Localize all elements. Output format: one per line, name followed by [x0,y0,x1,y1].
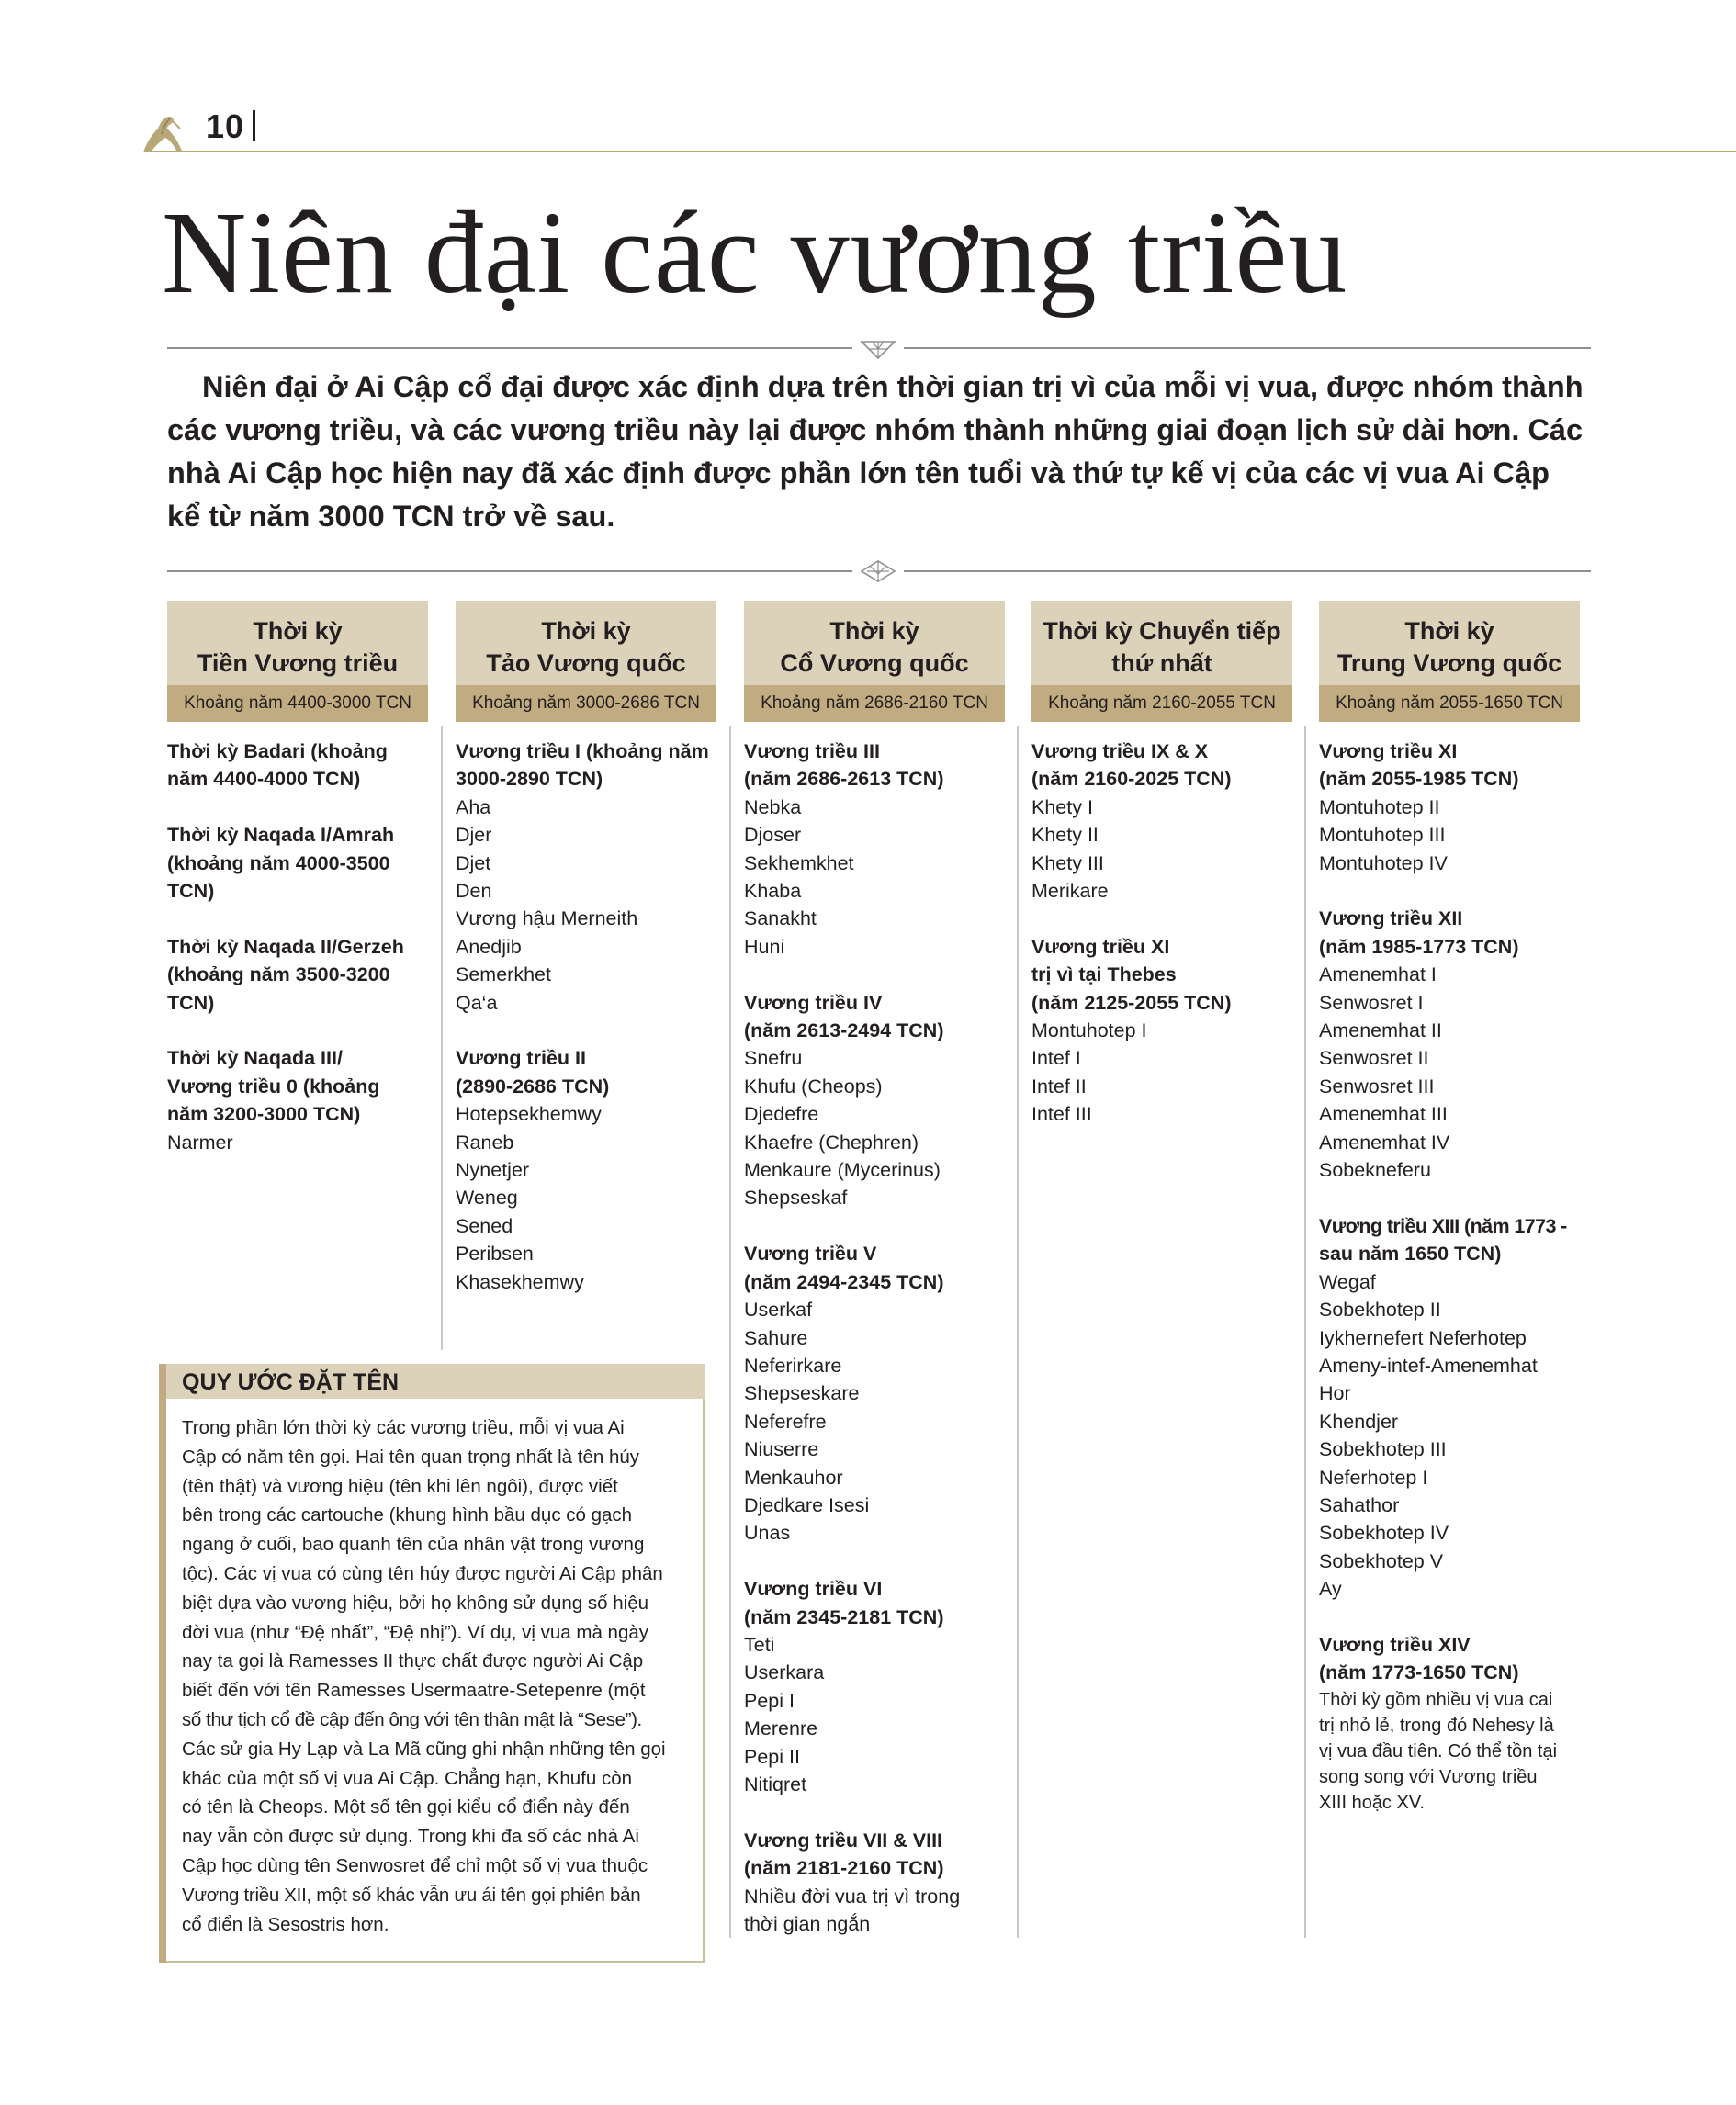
ruler-name: Montuhotep III [1319,824,1446,847]
group-heading: Vương triều XIII (năm 1773 - [1319,1214,1567,1237]
divider-right [904,347,1591,349]
ruler-name: Peribsen [456,1243,534,1266]
ruler-name: Narmer [167,1131,233,1154]
group-heading: sau năm 1650 TCN) [1319,1243,1502,1266]
ruler-name: Unas [744,1522,791,1545]
ruler-name: Sobekhotep III [1319,1438,1447,1461]
group-heading: (năm 1773-1650 TCN) [1319,1661,1519,1684]
ruler-name: Senwosret I [1319,991,1424,1014]
group-heading: (năm 2613-2494 TCN) [744,1019,944,1042]
ruler-name: Den [456,880,492,903]
period-header [456,601,716,685]
period-list [1031,737,1307,1156]
group-heading: năm 4400-4000 TCN) [167,768,361,791]
ruler-name: Hor [1319,1382,1351,1405]
ruler-name: Djoser [744,824,802,847]
naming-box-line: Cập có năm tên gọi. Hai tên quan trọng nhất là tên húy [182,1446,640,1468]
ruler-name: Sobekhotep IV [1319,1522,1449,1545]
divider-left [167,570,852,572]
column-divider [441,726,443,1350]
ruler-name: Merikare [1031,880,1109,903]
ruler-name: Merenre [744,1717,818,1740]
period-title-line2: thứ nhất [1111,649,1212,677]
dynasty-group [167,1044,434,1156]
ruler-name: Senwosret II [1319,1047,1429,1070]
ruler-name: Khasekhemwy [456,1270,584,1293]
column-divider [1304,726,1306,1938]
group-heading: Vương triều XIV [1319,1633,1471,1656]
period-title-line1: Thời kỳ [1404,617,1494,645]
ruler-name: Userkara [744,1661,825,1684]
period-title-line2: Tảo Vương quốc [486,649,686,677]
dynasty-group [1319,1212,1595,1604]
ruler-name: Amenemhat IV [1319,1131,1450,1154]
group-heading: (năm 2160-2025 TCN) [1031,768,1232,791]
naming-box-line: ngang ở cuối, bao quanh tên của nhân vật trong vương [182,1534,645,1556]
period-header [1031,601,1292,685]
ruler-name: Niuserre [744,1438,819,1461]
group-heading: (năm 2686-2613 TCN) [744,768,944,791]
dynasty-group [167,821,434,905]
ruler-name: Menkaure (Mycerinus) [744,1159,941,1182]
ruler-name: Nebka [744,795,802,818]
naming-box-line: cổ điển là Sesostris hơn. [182,1913,389,1935]
period-date: Khoảng năm 3000-2686 TCN [456,685,716,722]
ruler-name: Neferefre [744,1410,827,1433]
group-heading: Thời kỳ Naqada II/Gerzeh [167,935,404,958]
naming-box-line: nay ta gọi là Ramesses II thực chất được người Ai Cập [182,1650,644,1672]
ruler-name: Khety I [1031,795,1093,818]
ruler-name: Montuhotep I [1031,1019,1147,1042]
naming-box-accent-bar [159,1364,166,1963]
ruler-name: Djedefre [744,1103,819,1126]
group-heading: TCN) [167,991,215,1014]
naming-box-line: đời vua (như “Đệ nhất”, “Đệ nhị”). Ví dụ, vị vua mà ngày [182,1621,648,1643]
ruler-name: thời gian ngắn [744,1913,871,1935]
dynasty-group [744,1827,1020,1939]
ruler-name: Ameny-intef-Amenemhat [1319,1354,1538,1377]
ruler-name: Menkauhor [744,1466,843,1489]
ruler-name: Sahure [744,1326,808,1349]
dynasty-group [1319,905,1595,1184]
page-number: 10 [206,107,245,145]
period-title-line1: Thời kỳ [253,617,343,645]
ruler-name: Khety II [1031,824,1099,847]
group-note: XIII hoặc XV. [1319,1792,1425,1813]
group-note: song song với Vương triều [1319,1766,1538,1787]
group-heading: Vương triều IV [744,991,883,1014]
ruler-name: Khendjer [1319,1410,1399,1433]
ruler-name: Sekhemkhet [744,851,854,874]
group-heading: Vương triều XI [1319,740,1458,762]
ruler-name: Wegaf [1319,1270,1376,1293]
period-title-line1: Thời kỳ [829,617,919,645]
group-heading: Vương triều XII [1319,907,1463,930]
group-heading: Vương triều I (khoảng năm [456,740,709,762]
group-heading: Vương triều IX & X [1031,740,1209,762]
group-heading: trị vì tại Thebes [1031,963,1177,986]
ruler-name: Sobekneferu [1319,1159,1431,1182]
ruler-name: Huni [744,935,785,958]
period-title-line2: Tiền Vương triều [197,649,399,677]
ruler-name: Intef II [1031,1075,1087,1098]
ruler-name: Amenemhat I [1319,963,1437,986]
group-heading: năm 3200-3000 TCN) [167,1103,361,1126]
period-header [744,601,1005,685]
naming-box-line: Các sử gia Hy Lạp và La Mã cũng ghi nhận những tên gọi [182,1738,666,1760]
ruler-name: Nitiqret [744,1773,807,1795]
ruler-name: Anedjib [456,935,522,958]
ruler-name: Djer [456,824,492,847]
dynasty-group [744,1575,1020,1798]
group-heading: Vương triều V [744,1243,877,1266]
group-heading: Thời kỳ Naqada I/Amrah [167,824,395,847]
ruler-name: Snefru [744,1047,803,1070]
ruler-name: Weneg [456,1187,518,1210]
naming-box-line: Trong phần lớn thời kỳ các vương triều, mỗi vị vua Ai [182,1417,625,1438]
ruler-name: Shepseskaf [744,1187,848,1210]
period-date: Khoảng năm 2686-2160 TCN [744,685,1005,722]
dynasty-group [744,989,1020,1212]
ruler-name: Pepi II [744,1745,800,1768]
column-divider [1017,726,1019,1938]
intro-text: Niên đại ở Ai Cập cổ đại được xác định dựa trên thời gian trị vì của mỗi vị vua, được nhóm thành các vương triều, và các vương triều này lại được nhóm thành những giai đoạn lịch sử dài hơn. Các nhà Ai Cập học hiện nay đã xác định được phần lớn tên tuổi và thứ tự kế vị của các vị vua Ai Cập kể từ năm 3000 TCN trở về sau. [167,370,1584,533]
naming-box-line: khác của một số vị vua Ai Cập. Chẳng hạn, Khufu còn [182,1767,633,1789]
ruler-name: Sened [456,1214,513,1237]
period-title-line1: Thời kỳ [541,617,631,645]
ruler-name: Aha [456,795,491,818]
group-heading: Vương triều VII & VIII [744,1829,943,1852]
ruler-name: Khety III [1031,851,1104,874]
lotus-ornament-icon [860,559,896,583]
period-list [1319,737,1595,1843]
ruler-name: Nynetjer [456,1159,530,1182]
group-heading: (năm 2125-2055 TCN) [1031,991,1232,1014]
dynasty-group [167,737,434,794]
ruler-name: Khaefre (Chephren) [744,1131,919,1154]
ruler-name: Semerkhet [456,963,551,986]
ruler-name: Montuhotep IV [1319,851,1448,874]
naming-box-line: có tên là Cheops. Một số tên gọi kiểu cổ điển này đến [182,1796,630,1818]
naming-box-line: bên trong các cartouche (khung hình bầu dục có gạch [182,1504,633,1526]
ruler-name: Teti [744,1633,775,1656]
dynasty-group [744,737,1020,961]
group-heading: 3000-2890 TCN) [456,768,603,791]
naming-box-line: nay vẫn còn được sử dụng. Trong khi đa số các nhà Ai [182,1826,639,1848]
group-heading: (năm 2494-2345 TCN) [744,1270,944,1293]
ruler-name: Amenemhat III [1319,1103,1448,1126]
period-list [167,737,434,1184]
period-title-line1: Thời kỳ Chuyển tiếp [1043,617,1281,645]
naming-box-line: số thư tịch cổ đề cập đến ông với tên thân mật là “Sese”). [182,1708,642,1730]
column-divider [729,726,731,1938]
ruler-name: Neferirkare [744,1354,842,1377]
naming-box-title: QUY ƯỚC ĐẶT TÊN [182,1369,400,1395]
dynasty-group [456,1044,731,1296]
ruler-name: Khufu (Cheops) [744,1075,883,1098]
group-heading: TCN) [167,880,215,903]
ruler-name: Djedkare Isesi [744,1493,870,1516]
ruler-name: Userkaf [744,1299,813,1322]
naming-box-line: Vương triều XII, một số khác vẫn ưu ái tên gọi phiên bản [182,1884,641,1906]
ruler-name: Hotepsekhemwy [456,1103,602,1126]
group-heading: Vương triều II [456,1047,586,1070]
dynasty-group [744,1240,1020,1547]
group-heading: Thời kỳ Badari (khoảng [167,740,388,762]
ruler-name: Pepi I [744,1689,795,1712]
naming-box-line: tộc). Các vị vua có cùng tên húy được người Ai Cập phân [182,1562,663,1584]
period-date: Khoảng năm 2160-2055 TCN [1031,685,1292,722]
period-list [456,737,731,1324]
ruler-name: Ay [1319,1578,1342,1601]
group-heading: (năm 2181-2160 TCN) [744,1857,944,1880]
divider-right [904,570,1591,572]
group-heading: Vương triều III [744,740,880,762]
page-number-divider [253,110,255,141]
ruler-name: Djet [456,851,491,874]
ruler-name: Intef III [1031,1103,1092,1126]
group-heading: (năm 1985-1773 TCN) [1319,935,1519,958]
period-title-line2: Cổ Vương quốc [780,649,969,677]
ruler-name: Raneb [456,1131,514,1154]
ruler-name: Neferhotep I [1319,1466,1428,1489]
page-title: Niên đại các vương triều [162,187,1348,318]
ruler-name: Nhiều đời vua trị vì trong [744,1885,961,1908]
naming-box-line: Cập học dùng tên Senwosret để chỉ một số vị vua thuộc [182,1854,648,1876]
group-heading: Thời kỳ Naqada III/ [167,1047,343,1070]
ruler-name: Senwosret III [1319,1075,1435,1098]
dynasty-group [1031,933,1307,1129]
dynasty-group [1319,737,1595,877]
period-date: Khoảng năm 4400-3000 TCN [167,685,428,722]
period-date: Khoảng năm 2055-1650 TCN [1319,685,1580,722]
dynasty-group [1031,737,1307,905]
ibis-bird-icon [140,114,187,154]
ruler-name: Sahathor [1319,1493,1400,1516]
lotus-ornament-icon [860,336,896,360]
group-note: Thời kỳ gồm nhiều vị vua cai [1319,1689,1553,1710]
naming-box-line: (tên thật) và vương hiệu (tên khi lên ngôi), được viết [182,1475,618,1497]
dynasty-group [1319,1631,1595,1816]
ruler-name: Sobekhotep V [1319,1549,1444,1572]
intro-paragraph [167,366,1591,538]
group-heading: (2890-2686 TCN) [456,1075,610,1098]
naming-box-line: biết đến với tên Ramesses Usermaatre-Setepenre (một [182,1680,646,1702]
group-heading: Vương triều XI [1031,935,1170,958]
group-note: vị vua đầu tiên. Có thể tồn tại [1319,1740,1558,1762]
ruler-name: Shepseskare [744,1382,860,1405]
group-heading: Vương triều 0 (khoảng [167,1075,380,1098]
period-header [167,601,428,685]
group-heading: (năm 2345-2181 TCN) [744,1605,944,1628]
period-title-line2: Trung Vương quốc [1336,649,1562,677]
group-heading: (khoảng năm 4000-3500 [167,851,390,874]
group-heading: (năm 2055-1985 TCN) [1319,768,1519,791]
group-note: trị nhỏ lẻ, trong đó Nehesy là [1319,1715,1554,1736]
period-header [1319,601,1580,685]
naming-box-line: biệt dựa vào vương hiệu, bởi họ không sử dụng số hiệu [182,1592,648,1614]
naming-box-text [182,1413,685,1939]
ruler-name: Qa‘a [456,991,498,1014]
ruler-name: Vương hậu Merneith [456,907,638,930]
period-list [744,737,1020,1966]
dynasty-group [456,737,731,1017]
header-rule [145,151,1736,152]
ruler-name: Amenemhat II [1319,1019,1442,1042]
group-heading: Vương triều VI [744,1578,883,1601]
ruler-name: Iykhernefert Neferhotep [1319,1326,1527,1349]
group-heading: (khoảng năm 3500-3200 [167,963,390,986]
ruler-name: Khaba [744,880,802,903]
ruler-name: Intef I [1031,1047,1081,1070]
dynasty-group [167,933,434,1017]
divider-left [167,347,852,349]
ruler-name: Sanakht [744,907,817,930]
ruler-name: Sobekhotep II [1319,1299,1441,1322]
ruler-name: Montuhotep II [1319,795,1440,818]
